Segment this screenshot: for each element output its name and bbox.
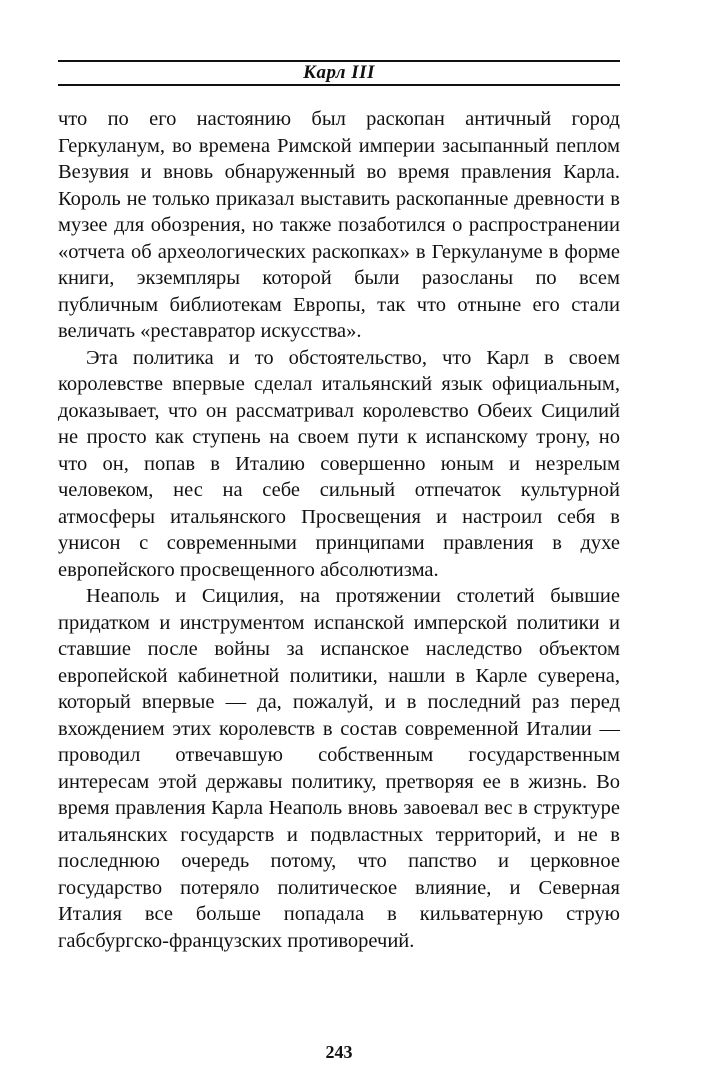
running-head-bottom-rule — [58, 84, 620, 86]
paragraph-1: что по его настоянию был раскопан античный город Геркуланум, во времена Римской империи засыпанный пеплом Везувия и вновь обнаруженный во время правления Карла. Король не только приказал выставить раскопанные древности в музее для обозрения, но также позаботился о распространении «отчета об археологических раскопках» в Геркулануме в форме книги, экземпляры которой были разосланы по всем публичным библиотекам Европы, так что отныне его стали величать «реставратор искусства». — [58, 108, 620, 342]
paragraph-3: Неаполь и Сицилия, на протяжении столетий бывшие придатком и инструментом испанской имперской политики и ставшие после войны за испанское наследство объектом европейской кабинетной политики, нашли в Карле суверена, который впервые — да, пожалуй, и в последний раз перед вхождением этих королевств в состав современной Италии — проводил отвечавшую собственным государственным интересам этой державы политику, претворяя ее в жизнь. Во время правления Карла Неаполь вновь завоевал вес в структуре итальянских государств и подвластных территорий, и не в последнюю очередь потому, что папство и церковное государство потеряло политическое влияние, и Северная Италия все больше попадала в кильватерную струю габсбургско-французских противоречий. — [58, 585, 620, 952]
page-number: 243 — [325, 1042, 353, 1062]
body-text — [58, 106, 620, 954]
running-head — [58, 56, 620, 88]
paragraph-2: Эта политика и то обстоятельство, что Карл в своем королевстве впервые сделал итальянский язык официальным, доказывает, что он рассматривал королевство Обеих Сицилий не просто как ступень на своем пути к испанскому трону, но что он, попав в Италию совершенно юным и незрелым человеком, нес на себе сильный отпечаток культурной атмосферы итальянского Просвещения и настроил себя в унисон с современными принципами правления в духе европейского просвещенного абсолютизма. — [58, 346, 620, 581]
running-head-title: Карл III — [303, 62, 375, 83]
